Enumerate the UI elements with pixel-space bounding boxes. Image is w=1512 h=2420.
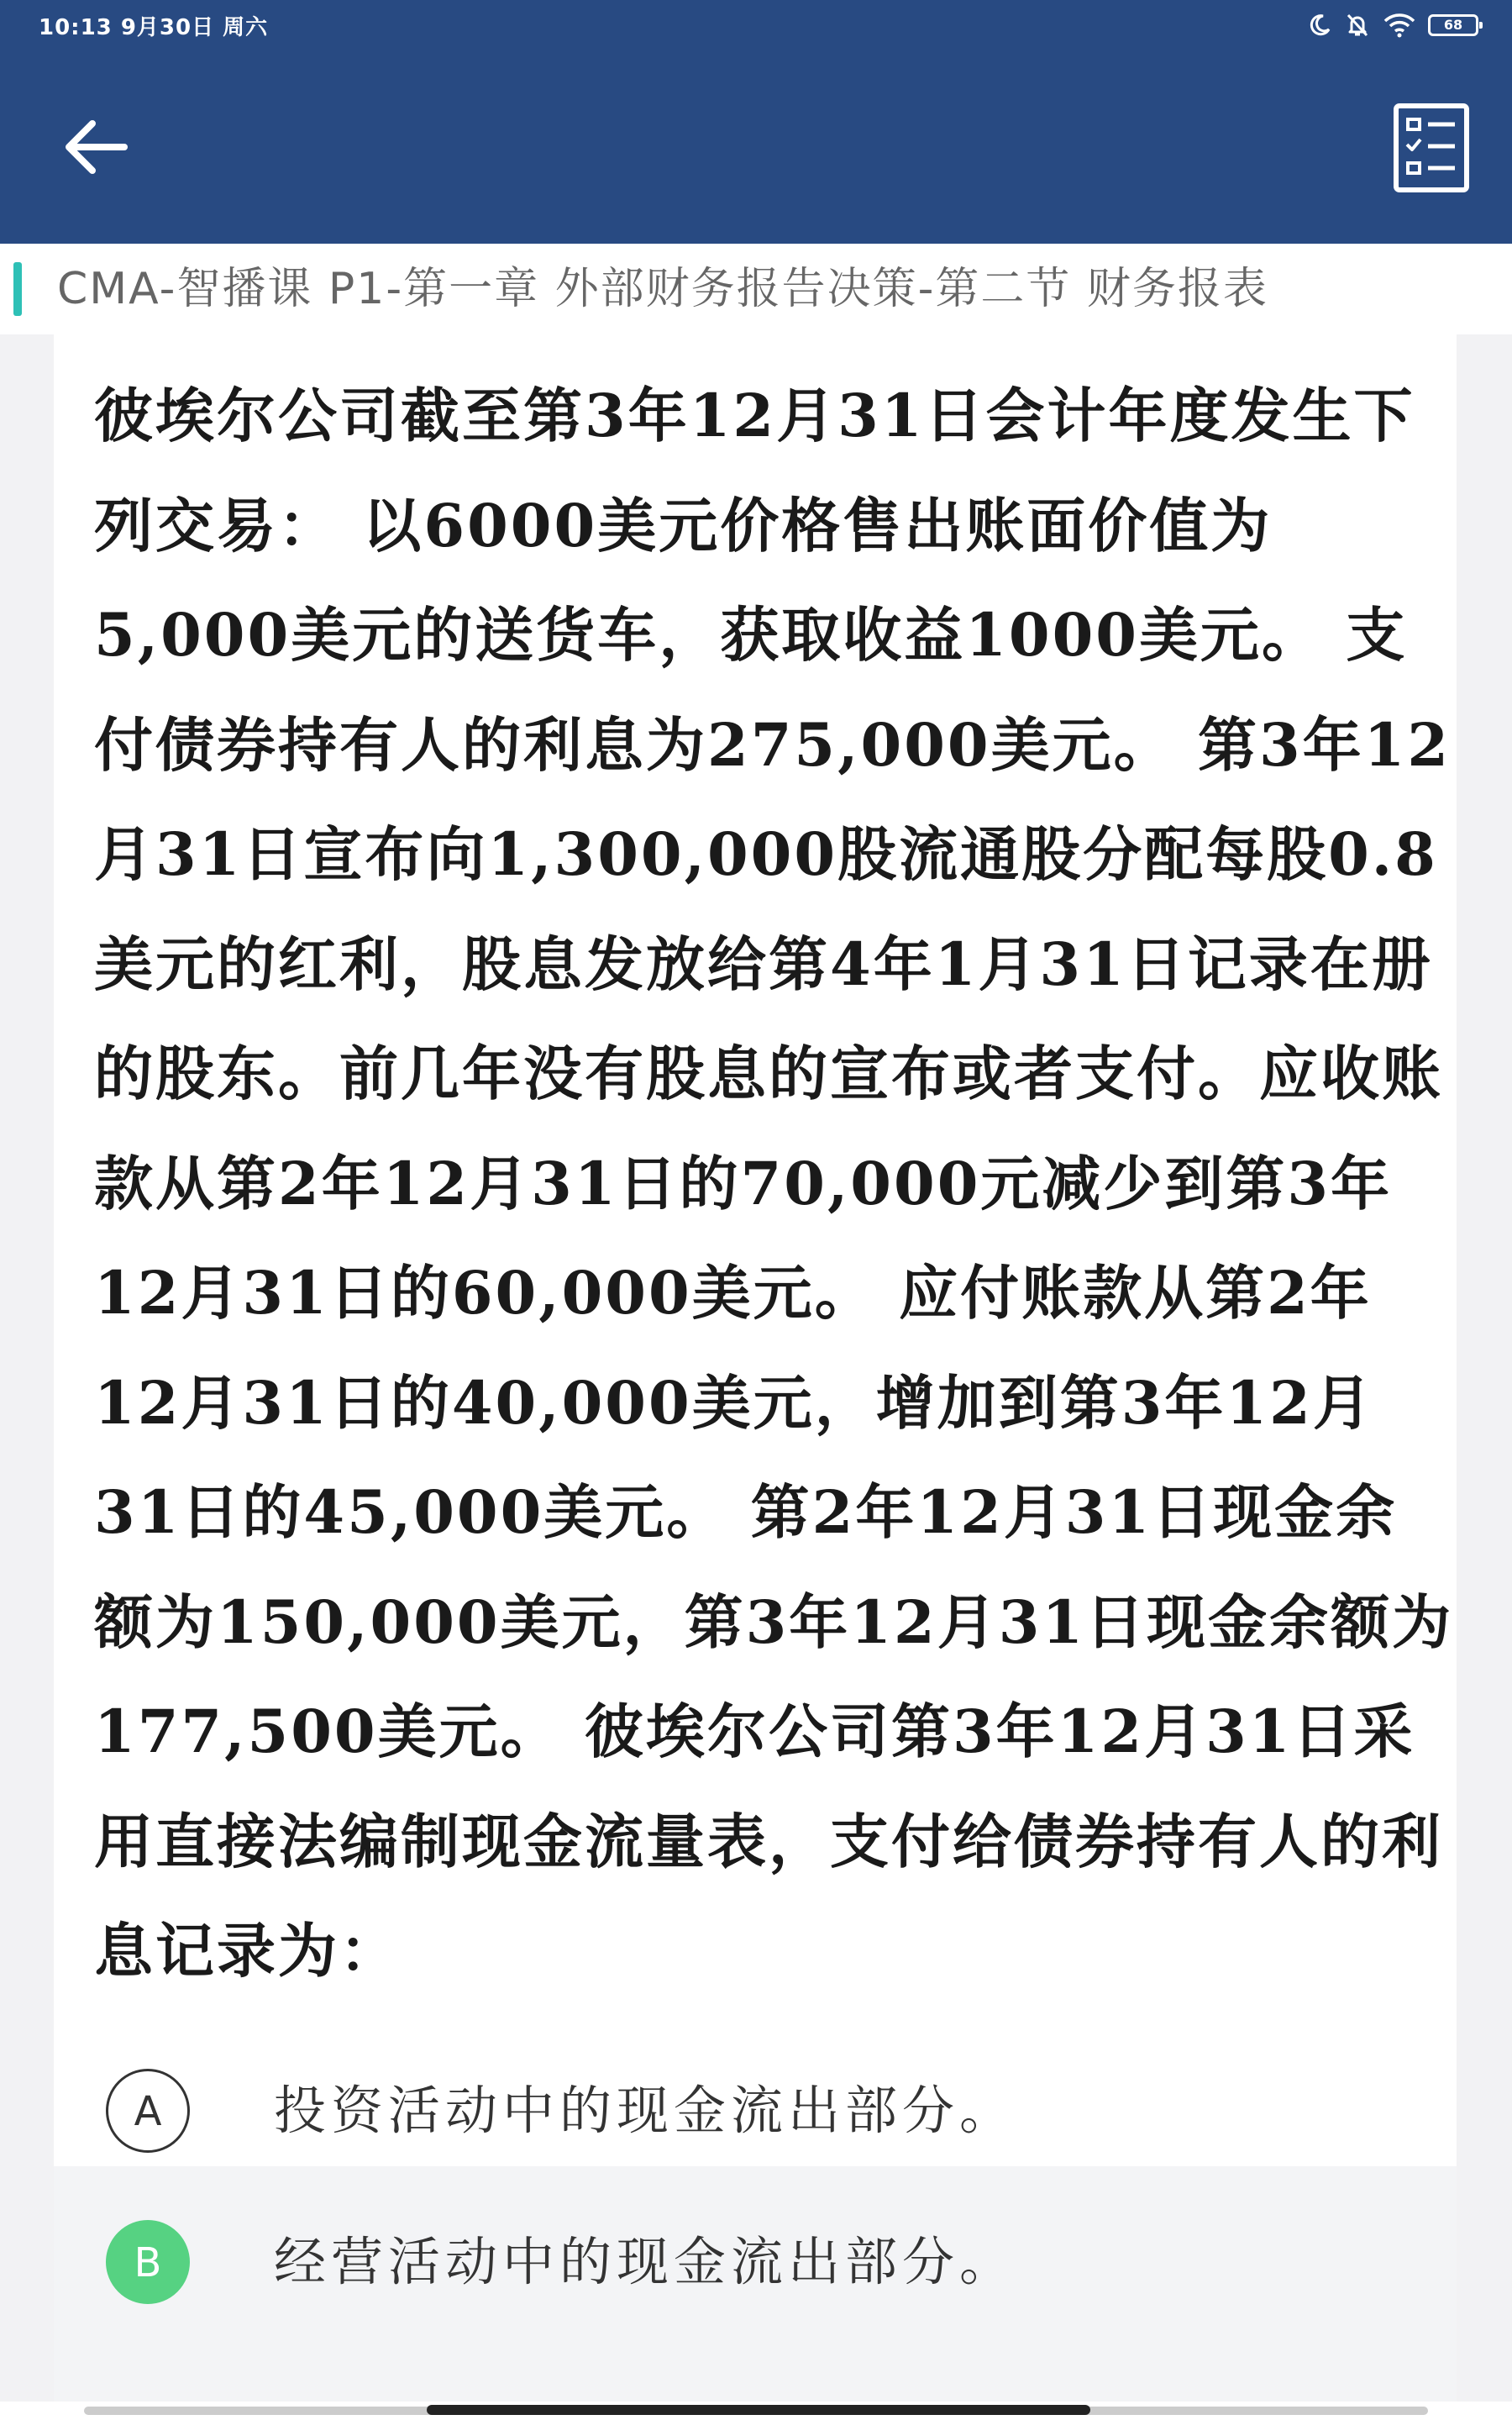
option-a-text: 投资活动中的现金流出部分。 — [274, 2080, 1017, 2141]
option-b-text: 经营活动中的现金流出部分。 — [274, 2231, 1017, 2292]
section-breadcrumb — [0, 244, 1512, 334]
status-time: 10:13 9月30日 周六 — [39, 15, 269, 40]
arrow-left-icon — [59, 109, 134, 185]
status-bar — [0, 0, 1512, 54]
checklist-icon — [1393, 103, 1470, 193]
option-b-marker: B — [106, 2220, 190, 2304]
question-text: 彼埃尔公司截至第3年12月31日会计年度发生下列交易： 以6000美元价格售出账面价值为5,000美元的送货车，获取收益1000美元。 支付债券持有人的利息为275,000美元。 第3年12月31日宣布向1,300,000股流通股分配每股0.8美元的红利，股息发放给第4年1月31日记录在册的股东。前几年没有股息的宣布或者支付。应收账款从第2年12月31日的70,000元减少到第3年12月31日的60,000美元。 应付账款从第2年12月31日的40,000美元，增加到第3年12月31日的45,000美元。 第2年12月31日现金余额为150,000美元，第3年12月31日现金余额为177,500美元。 彼埃尔公司第3年12月31日采用直接法编制现金流量表，支付给债券持有人的利息记录为： — [94, 381, 1454, 1986]
option-a-marker: A — [106, 2069, 190, 2153]
question-list-button[interactable] — [1393, 103, 1470, 193]
breadcrumb-title: CMA-智播课 P1-第一章 外部财务报告决策-第二节 财务报表 — [57, 264, 1268, 314]
back-button[interactable] — [59, 109, 134, 185]
status-icons — [1307, 10, 1478, 40]
home-indicator[interactable] — [427, 2405, 1090, 2415]
moon-icon — [1307, 13, 1332, 38]
bell-off-icon — [1344, 12, 1371, 39]
question-card — [54, 334, 1457, 2402]
wifi-icon — [1383, 13, 1416, 38]
breadcrumb-accent — [13, 262, 22, 316]
battery-icon: 68 — [1428, 14, 1478, 36]
bottom-navigation — [0, 2402, 1512, 2420]
option-b-selected[interactable] — [54, 2166, 1457, 2402]
app-header — [0, 0, 1512, 244]
